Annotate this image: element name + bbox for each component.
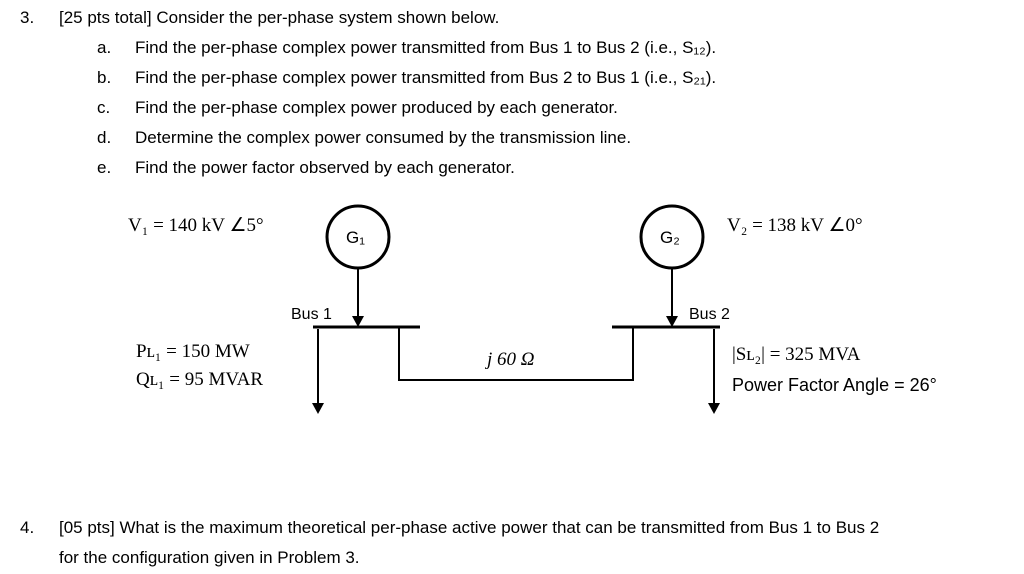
problem4-line1: [05 pts] What is the maximum theoretical per-phase active power that can be transmitted from Bus 1 to Bus 2	[59, 518, 880, 537]
item-b-letter: b.	[97, 68, 112, 87]
load-1-arrow	[312, 403, 324, 414]
v2-label: V₂ = 138 kV ∠0°	[727, 215, 863, 236]
problem4-line2: for the configuration given in Problem 3.	[59, 548, 360, 567]
item-c-letter: c.	[97, 98, 111, 117]
item-a-letter: a.	[97, 38, 112, 57]
v1-label: V₁ = 140 kV ∠5°	[128, 215, 264, 236]
item-a-text: Find the per-phase complex power transmitted from Bus 1 to Bus 2 (i.e., S₁₂).	[135, 38, 717, 57]
item-e-text: Find the power factor observed by each generator.	[135, 158, 515, 177]
item-b-text: Find the per-phase complex power transmitted from Bus 2 to Bus 1 (i.e., S₂₁).	[135, 68, 717, 87]
problem3-header: [25 pts total] Consider the per-phase system shown below.	[59, 8, 500, 27]
problem4-number: 4.	[20, 518, 35, 537]
load-2-s-label: |Sʟ₂| = 325 MVA	[732, 344, 861, 365]
g2-label: G₂	[660, 228, 680, 247]
item-e-letter: e.	[97, 158, 112, 177]
line-impedance-label: j 60 Ω	[487, 349, 535, 370]
item-c-text: Find the per-phase complex power produced by each generator.	[135, 98, 618, 117]
item-d-text: Determine the complex power consumed by the transmission line.	[135, 128, 632, 147]
bus-1-label: Bus 1	[291, 306, 332, 323]
load-1-p-label: Pʟ₁ = 150 MW	[136, 341, 250, 362]
bus-2-label: Bus 2	[689, 306, 730, 323]
problem3-number: 3.	[20, 8, 35, 27]
load-2-pf-label: Power Factor Angle = 26°	[732, 375, 937, 395]
g1-label: G₁	[346, 228, 365, 247]
item-d-letter: d.	[97, 128, 112, 147]
generator-2-arrow	[666, 316, 678, 327]
generator-1-arrow	[352, 316, 364, 327]
load-1-q-label: Qʟ₁ = 95 MVAR	[136, 369, 264, 390]
load-2-arrow	[708, 403, 720, 414]
